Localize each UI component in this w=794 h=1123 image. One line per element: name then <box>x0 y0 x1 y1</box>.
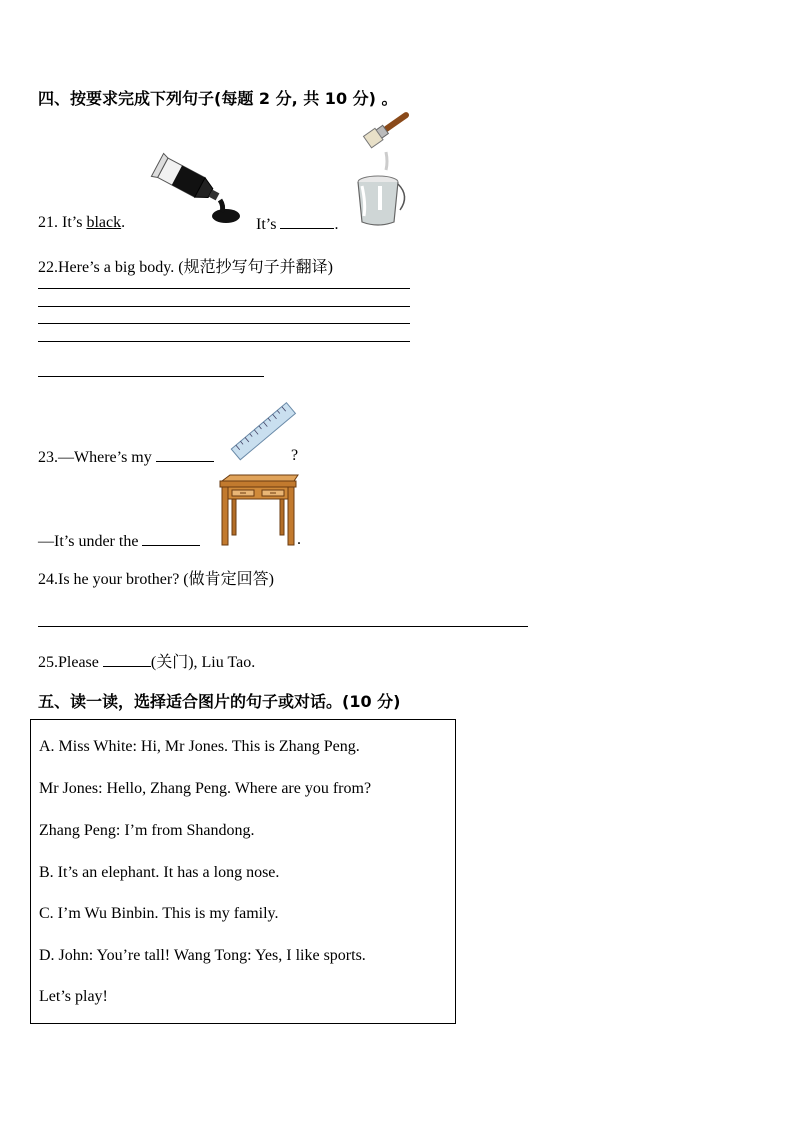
option-d-line-1: D. John: You’re tall! Wang Tong: Yes, I like sports. <box>39 947 366 964</box>
q23-text-2: —It’s under the <box>38 533 143 550</box>
q23-blank-2[interactable] <box>142 531 200 546</box>
answer-line-3[interactable] <box>38 323 410 324</box>
options-box <box>30 719 456 1024</box>
q21-text-c: It’s <box>256 216 281 233</box>
q25-text-b: (关门), Liu Tao. <box>150 654 256 671</box>
q21-answer <box>256 214 338 234</box>
question-23-line-1 <box>38 447 214 467</box>
q21-blank[interactable] <box>280 214 334 229</box>
option-a-line-3: Zhang Peng: I’m from Shandong. <box>39 822 255 839</box>
q21-number: 21. <box>38 214 58 231</box>
option-c: C. I’m Wu Binbin. This is my family. <box>39 905 279 922</box>
q23-question-mark: ? <box>291 447 299 464</box>
paint-tube-icon <box>150 156 240 226</box>
option-a-line-2: Mr Jones: Hello, Zhang Peng. Where are you from? <box>39 780 372 797</box>
answer-line-4[interactable] <box>38 341 410 342</box>
question-21 <box>38 214 125 232</box>
question-24: 24.Is he your brother? (做肯定回答) <box>38 571 274 588</box>
desk-icon <box>218 475 300 547</box>
section-4-title: 四、按要求完成下列句子(每题 2 分, 共 10 分) 。 <box>38 89 398 108</box>
q23-end: . <box>297 531 301 548</box>
q25-text-a: 25.Please <box>38 654 103 671</box>
option-b: B. It’s an elephant. It has a long nose. <box>39 864 280 881</box>
paint-bucket-icon <box>352 126 432 230</box>
answer-line-1[interactable] <box>38 288 410 289</box>
q21-text-b: . <box>121 214 126 231</box>
q21-word-black: black <box>86 214 122 231</box>
question-22: 22.Here’s a big body. (规范抄写句子并翻译) <box>38 259 333 276</box>
ruler-icon <box>232 400 299 464</box>
answer-line-5[interactable] <box>38 376 264 377</box>
q21-end: . <box>334 216 339 233</box>
answer-line-2[interactable] <box>38 306 410 307</box>
question-25 <box>38 649 255 672</box>
q25-blank[interactable] <box>103 652 151 667</box>
answer-line-24[interactable] <box>38 626 528 627</box>
question-23-line-2 <box>38 531 200 551</box>
q23-blank-1[interactable] <box>156 447 214 462</box>
q21-text-a: It’s <box>58 214 87 231</box>
section-5-title: 五、读一读，选择适合图片的句子或对话。(10 分) <box>38 692 401 711</box>
option-d-line-2: Let’s play! <box>39 988 108 1005</box>
q23-text-1: 23.—Where’s my <box>38 449 156 466</box>
option-a-line-1: A. Miss White: Hi, Mr Jones. This is Zhang Peng. <box>39 738 360 755</box>
